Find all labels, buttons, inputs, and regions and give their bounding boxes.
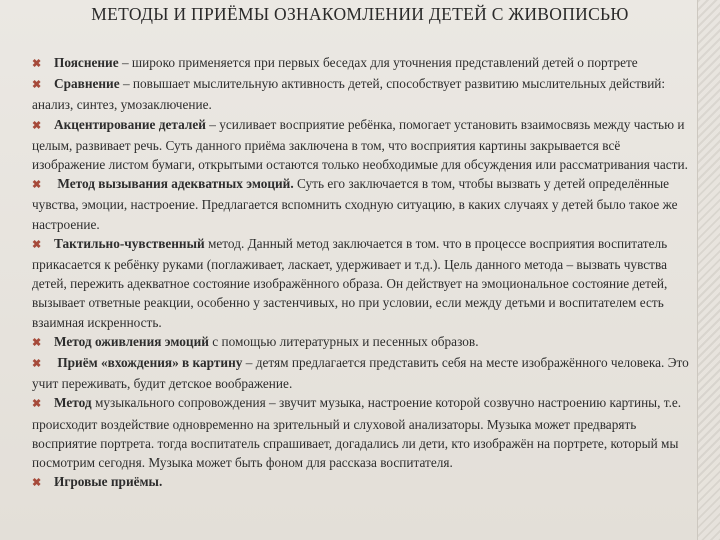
item-term: Пояснение <box>54 55 119 70</box>
item-term: Метод вызывания адекватных эмоций. <box>54 176 294 192</box>
list-item <box>32 115 696 175</box>
item-text: Суть его заключается в том, чтобы вызвать у детей определённые чувства, эмоции, настроение. Предлагается вспомнить сходную ситуацию, в каких случаях у детей было такое же настроение. <box>32 176 678 232</box>
list-item <box>32 353 696 393</box>
x-mark-icon: ✖ <box>32 336 42 349</box>
x-mark-icon: ✖ <box>32 358 42 371</box>
page-title: МЕТОДЫ И ПРИЁМЫ ОЗНАКОМЛЕНИИ ДЕТЕЙ С ЖИВОПИСЬЮ <box>91 4 629 24</box>
item-term: Игровые приёмы. <box>54 474 163 490</box>
item-term: Метод <box>54 395 92 411</box>
item-text: – усиливает восприятие ребёнка, помогает установить взаимосвязь между частью и целым, развивает речь. Суть данного приёма заключена в том, что восприятия картины закрывается всё изображение листом бумаги, открытыми остаются только необходимые для обсуждения или рассматривания части. <box>32 116 688 173</box>
item-term: Метод оживления эмоций <box>54 333 209 349</box>
list-item <box>32 53 696 74</box>
x-mark-icon: ✖ <box>32 179 42 192</box>
list-item <box>32 472 696 493</box>
x-mark-icon: ✖ <box>32 119 42 132</box>
item-text: – детям предлагается представить себя на месте изображённого человека. Это учит переживать, будит детское воображение. <box>32 355 689 392</box>
list-item <box>32 174 696 234</box>
decorative-divider <box>697 0 698 540</box>
list-item <box>32 74 696 114</box>
item-term: Акцентирование деталей <box>54 116 206 132</box>
item-text: метод. Данный метод заключается в том. что в процессе восприятия воспитатель прикасается к ребёнку руками (поглаживает, ласкает, удерживает и т.д.). Цель данного метода – вызвать чувства детей, пережить адекватное состояние изображённого образа. Он действует на эмоциональное состояние детей, вызывает ответные реакции, особенно у застенчивых, но при условии, если между детьми и воспитателем есть взаимная искренность. <box>32 235 668 330</box>
list-item <box>32 332 696 353</box>
list-item <box>32 393 696 472</box>
x-mark-icon: ✖ <box>32 477 42 490</box>
x-mark-icon: ✖ <box>32 58 42 70</box>
x-mark-icon: ✖ <box>32 238 42 251</box>
item-text: – повышает мыслительную активность детей, способствует развитию мыслительных действий: анализ, синтез, умозаключение. <box>32 76 666 113</box>
item-term: Сравнение <box>54 76 120 92</box>
item-term: Приём «вхождения» в картину <box>54 355 243 371</box>
x-mark-icon: ✖ <box>32 79 42 92</box>
item-term: Тактильно-чувственный <box>54 235 205 251</box>
item-text: музыкального сопровождения – звучит музыка, настроение которой созвучно настроению картины, т.е. происходит воздействие одновременно на зрительный и слуховой анализаторы. Музыка может предварять восприятие портрета. тогда воспитатель спрашивает, догадались ли дети, кто изображён на портрете, который мы посмотрим сегодня. Музыка может быть фоном для рассказа воспитателя. <box>32 395 682 471</box>
decorative-stripe <box>698 0 720 540</box>
x-mark-icon: ✖ <box>32 398 42 411</box>
item-text: – широко применяется при первых беседах для уточнения представлений детей о портрете <box>118 55 638 70</box>
item-text: с помощью литературных и песенных образов. <box>208 333 479 349</box>
list-item <box>32 234 696 332</box>
bullet-list <box>32 53 696 493</box>
